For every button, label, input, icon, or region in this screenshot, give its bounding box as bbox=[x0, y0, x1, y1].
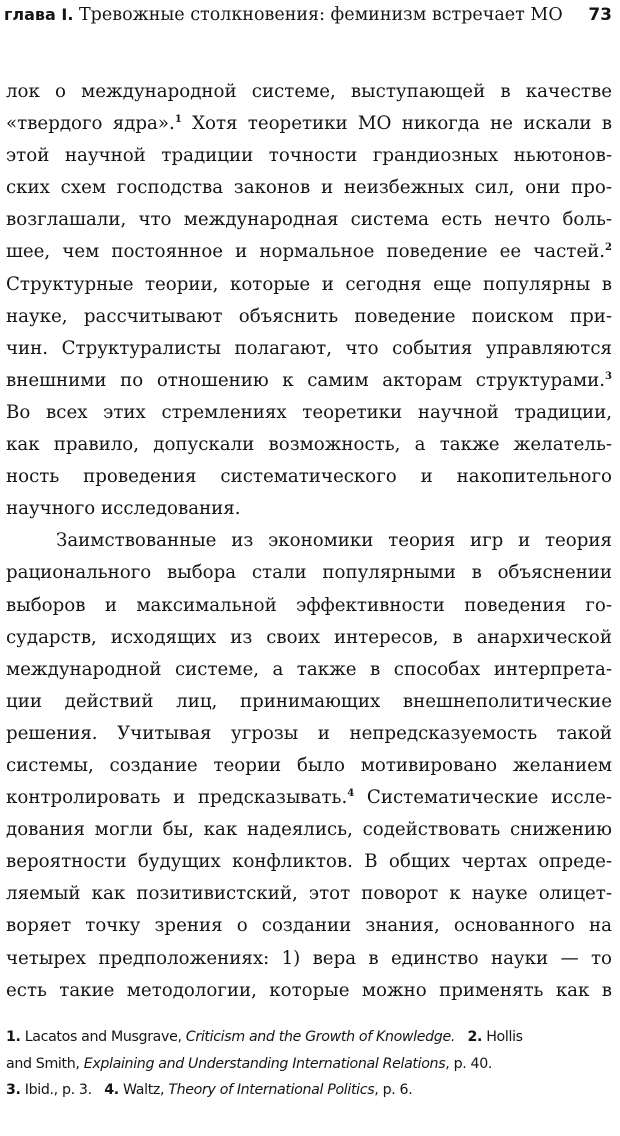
text-line: рационального выбора стали популярными в объяснении bbox=[6, 562, 612, 584]
text-line: есть такие методологии, которые можно применять как в bbox=[6, 979, 612, 1001]
text-line: возглашали, что международная система есть нечто боль- bbox=[6, 209, 612, 231]
chapter-label: глава I. bbox=[4, 5, 74, 24]
text-line: как правило, допускали возможность, а также желатель- bbox=[6, 434, 612, 456]
footnote-line: and Smith, Explaining and Understanding International Relations, p. 40. bbox=[6, 1055, 493, 1072]
text-line: международной системе, а также в способах интерпрета- bbox=[6, 658, 612, 680]
text-line: шее, чем постоянное и нормальное поведение ее частей.$^2$ bbox=[6, 241, 612, 263]
text-line: дования могли бы, как надеялись, содействовать снижению bbox=[6, 819, 612, 841]
text-line: ность проведения систематического и накопительного bbox=[6, 466, 612, 488]
text-line: «твердого ядра».$^1$ Хотя теоретики МО никогда не искали в bbox=[6, 113, 612, 135]
footnotes bbox=[6, 1024, 612, 1104]
footnote-ref: 2 bbox=[605, 242, 612, 254]
text-line: системы, создание теории было мотивировано желанием bbox=[6, 754, 612, 776]
text-line: воряет точку зрения о создании знания, основанного на bbox=[6, 915, 612, 937]
footnote-number: 4. bbox=[104, 1082, 119, 1098]
footnote-line: 3. Ibid., p. 3. 4. Waltz, Theory of International Politics, p. 6. bbox=[6, 1082, 413, 1098]
text-line: внешними по отношению к самим акторам структурами.$^3$ bbox=[6, 369, 612, 391]
text-line: Во всех этих стремлениях теоретики научной традиции, bbox=[6, 401, 612, 423]
page-number: 73 bbox=[588, 5, 612, 25]
footnote-ref: 1 bbox=[174, 114, 182, 126]
footnote-number: 2. bbox=[467, 1029, 483, 1045]
text-line: четырех предположениях: 1) вера в единство науки — то bbox=[6, 947, 612, 969]
chapter-title: Тревожные столкновения: феминизм встречает МО bbox=[78, 5, 563, 25]
text-line: ляемый как позитивистский, этот поворот к науке олицет- bbox=[6, 883, 612, 905]
text-line: чин. Структуралисты полагают, что события управляются bbox=[6, 337, 612, 359]
running-header bbox=[4, 2, 612, 28]
footnote-line: 1. Lacatos and Musgrave, Criticism and the Growth of Knowledge. 2. Hollis bbox=[6, 1029, 523, 1045]
text-line: вероятности будущих конфликтов. В общих чертах опреде- bbox=[6, 851, 612, 873]
text-line: решения. Учитывая угрозы и непредсказуемость такой bbox=[6, 722, 612, 744]
footnote-number: 1. bbox=[6, 1029, 21, 1045]
footnote-ref: 4 bbox=[347, 788, 355, 799]
text-line: науке, рассчитывают объяснить поведение поиском при- bbox=[6, 305, 612, 327]
body-text bbox=[6, 76, 612, 1007]
text-line: выборов и максимальной эффективности поведения го- bbox=[6, 594, 612, 616]
text-line: сударств, исходящих из своих интересов, в анархической bbox=[6, 626, 612, 648]
text-line: ских схем господства законов и неизбежных сил, они про- bbox=[6, 177, 612, 199]
text-line: лок о международной системе, выступающей в качестве bbox=[6, 81, 612, 102]
footnote-ref: 3 bbox=[605, 370, 612, 382]
text-line: Структурные теории, которые и сегодня еще популярны в bbox=[6, 273, 612, 295]
text-line: научного исследования. bbox=[6, 498, 241, 520]
text-line: Заимствованные из экономики теория игр и теория bbox=[56, 530, 612, 552]
text-line: этой научной традиции точности грандиозных ньютонов- bbox=[6, 145, 612, 167]
text-line: ции действий лиц, принимающих внешнеполитические bbox=[6, 690, 612, 712]
text-line: контролировать и предсказывать.$^4$ Систематические иссле- bbox=[6, 787, 612, 809]
footnote-number: 3. bbox=[6, 1082, 21, 1098]
